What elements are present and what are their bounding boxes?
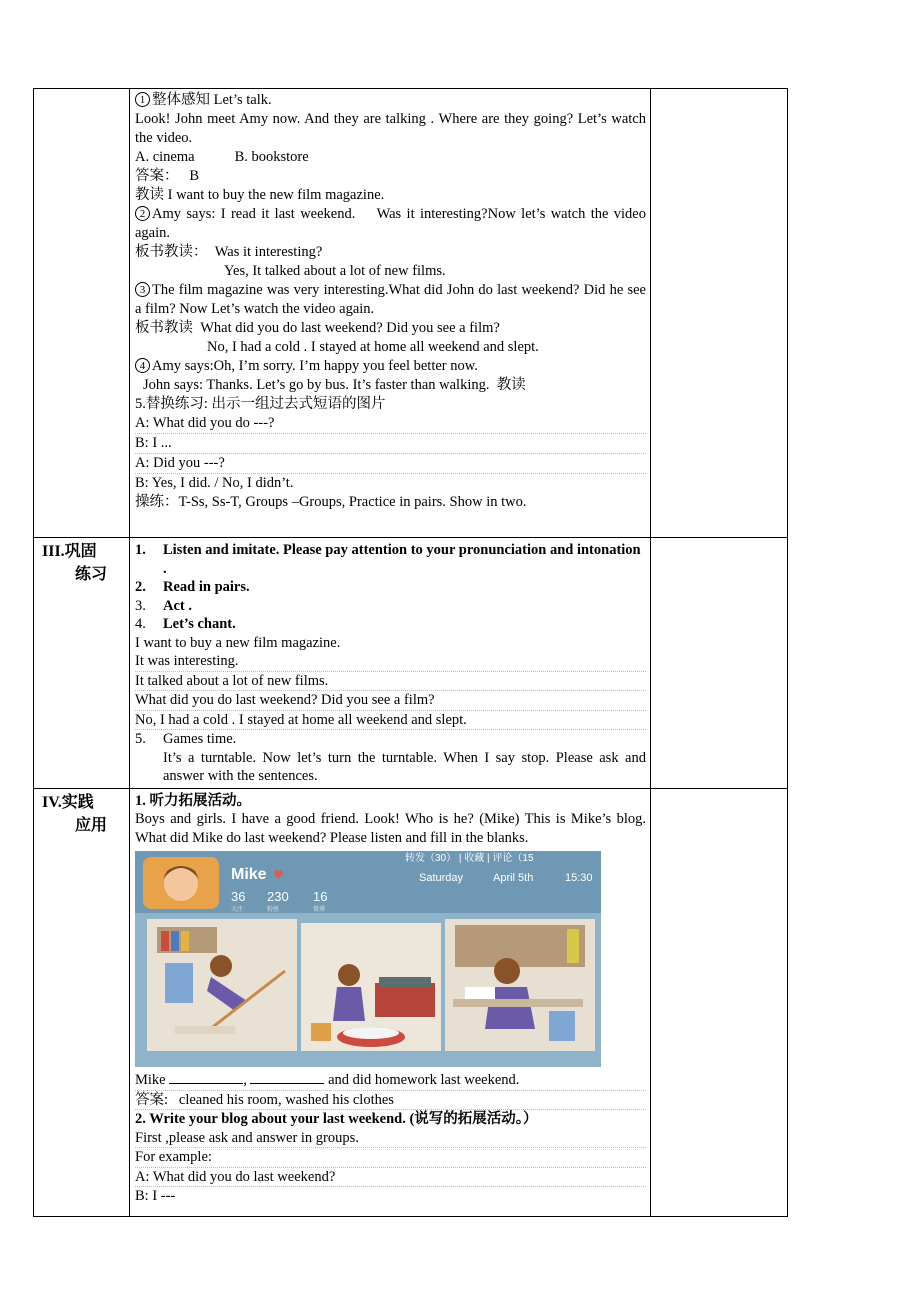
list-item: 2. Read in pairs.: [135, 579, 250, 595]
blog-time: 15:30: [565, 872, 593, 884]
text-line: 整体感知 Let’s talk.: [152, 92, 272, 108]
game-text: It’s a turntable. Now let’s turn the turntable. When I say stop. Please ask and answer with the sentences.: [163, 749, 646, 784]
practice-content: [130, 538, 651, 789]
list-item: 3. Act .: [135, 597, 192, 614]
text-line: The film magazine was very interesting.What did John do last weekend? Did he see a film? Now Let’s watch the video again.: [135, 282, 646, 317]
answer-label: 答案：: [135, 168, 179, 184]
fill-suffix: and did homework last weekend.: [328, 1072, 520, 1088]
circled-number: 3: [135, 282, 150, 297]
blog-stat-label: 微博: [313, 906, 326, 913]
answer-value: B: [189, 168, 200, 184]
option-b: B. bookstore: [234, 149, 309, 165]
chant-line: No, I had a cold . I stayed at home all weekend and slept.: [135, 711, 646, 731]
blog-stat: 230: [267, 889, 289, 904]
activity-intro: Boys and girls. I have a good friend. Look! Who is he? (Mike) This is Mike’s blog. What did Mike do last weekend? Please listen and fill in the blanks.: [135, 811, 646, 846]
stage-cell: [34, 538, 130, 789]
chant-line: It was interesting.: [135, 652, 646, 672]
fill-prefix: Mike: [135, 1072, 166, 1088]
blog-name: Mike: [231, 866, 267, 883]
text-line: Look! John meet Amy now. And they are talking . Where are they going? Let’s watch the video.: [135, 111, 646, 146]
notes-cell: [651, 89, 788, 538]
mike-blog-illustration: [135, 851, 601, 1067]
text-line: Amy says: I read it last weekend. Was it interesting?Now let’s watch the video again.: [135, 206, 650, 241]
chant-line: What did you do last weekend? Did you see a film?: [135, 691, 646, 711]
stage-cell-empty: [34, 89, 130, 538]
list-item: 1. Listen and imitate. Please pay attention to your pronunciation and intonation .: [135, 542, 641, 577]
board-label: 板书教读：: [135, 244, 208, 260]
text-line: Was it interesting?: [214, 244, 323, 260]
circled-number: 1: [135, 92, 150, 107]
text-line: B: I ...: [135, 434, 646, 454]
blog-date: April 5th: [493, 872, 534, 884]
stage-subtitle: 应用: [74, 816, 107, 834]
text-line: A: What did you do last weekend?: [135, 1168, 646, 1188]
application-row: [34, 788, 788, 1216]
list-item: 5. Games time.: [135, 731, 237, 747]
heart-icon: ♥: [273, 868, 284, 882]
text-line: B: I ---: [135, 1188, 176, 1204]
blog-stat: 36: [231, 889, 246, 904]
text-line: 5.替换练习: 出示一组过去式短语的图片: [135, 396, 386, 412]
fill-comma: ,: [243, 1072, 247, 1088]
stage-subtitle: 练习: [74, 566, 107, 583]
text-line: B: Yes, I did. / No, I didn’t.: [135, 475, 294, 491]
blog-stat: 16: [313, 889, 328, 904]
circled-number: 4: [135, 358, 150, 373]
notes-cell: [651, 788, 788, 1216]
chant-line: I want to buy a new film magazine.: [135, 634, 341, 651]
text-line: No, I had a cold . I stayed at home all weekend and slept.: [207, 339, 539, 355]
text-line: A: Did you ---?: [135, 454, 646, 474]
presentation-row: [34, 89, 788, 538]
activity-heading: 2. Write your blog about your last weekend. (说写的拓展活动。）: [135, 1111, 538, 1127]
blog-top-text: 转发（30） | 收藏 | 评论（15: [405, 853, 534, 864]
blog-stat-label: 粉丝: [267, 906, 280, 913]
circled-number: 2: [135, 206, 150, 221]
blog-stat-label: 关注: [231, 906, 244, 913]
activity-heading: 1. 听力拓展活动。: [135, 792, 251, 809]
text-line: A: What did you do ---?: [135, 414, 646, 434]
stage-title: III.巩固: [42, 543, 97, 560]
text-line: Amy says:Oh, I’m sorry. I’m happy you feel better now.: [152, 358, 478, 374]
text-line: For example:: [135, 1148, 646, 1168]
answer-value: cleaned his room, washed his clothes: [178, 1091, 394, 1108]
stage-title: IV.实践: [42, 793, 94, 811]
text-line: Yes, It talked about a lot of new films.: [224, 263, 446, 279]
lesson-plan-table: [33, 88, 788, 1217]
option-a: A. cinema: [135, 149, 195, 165]
text-line: John says: Thanks. Let’s go by bus. It’s faster than walking. 教读: [143, 377, 526, 393]
text-line: First ,please ask and answer in groups.: [135, 1129, 646, 1149]
chant-line: It talked about a lot of new films.: [135, 672, 646, 692]
blog-day: Saturday: [419, 872, 464, 884]
blank-1[interactable]: [169, 1071, 243, 1084]
answer-label: 答案:: [135, 1091, 169, 1108]
text-line: 板书教读 What did you do last weekend? Did you see a film?: [135, 320, 500, 336]
stage-cell: [34, 788, 130, 1216]
list-item: 4. Let’s chant.: [135, 616, 236, 632]
text-line: 教读 I want to buy the new film magazine.: [135, 187, 385, 203]
blank-2[interactable]: [250, 1071, 324, 1084]
application-content: [130, 788, 651, 1216]
practice-row: [34, 538, 788, 789]
notes-cell: [651, 538, 788, 789]
text-line: 操练：T-Ss, Ss-T, Groups –Groups, Practice in pairs. Show in two.: [135, 494, 527, 510]
presentation-content: [130, 89, 651, 538]
